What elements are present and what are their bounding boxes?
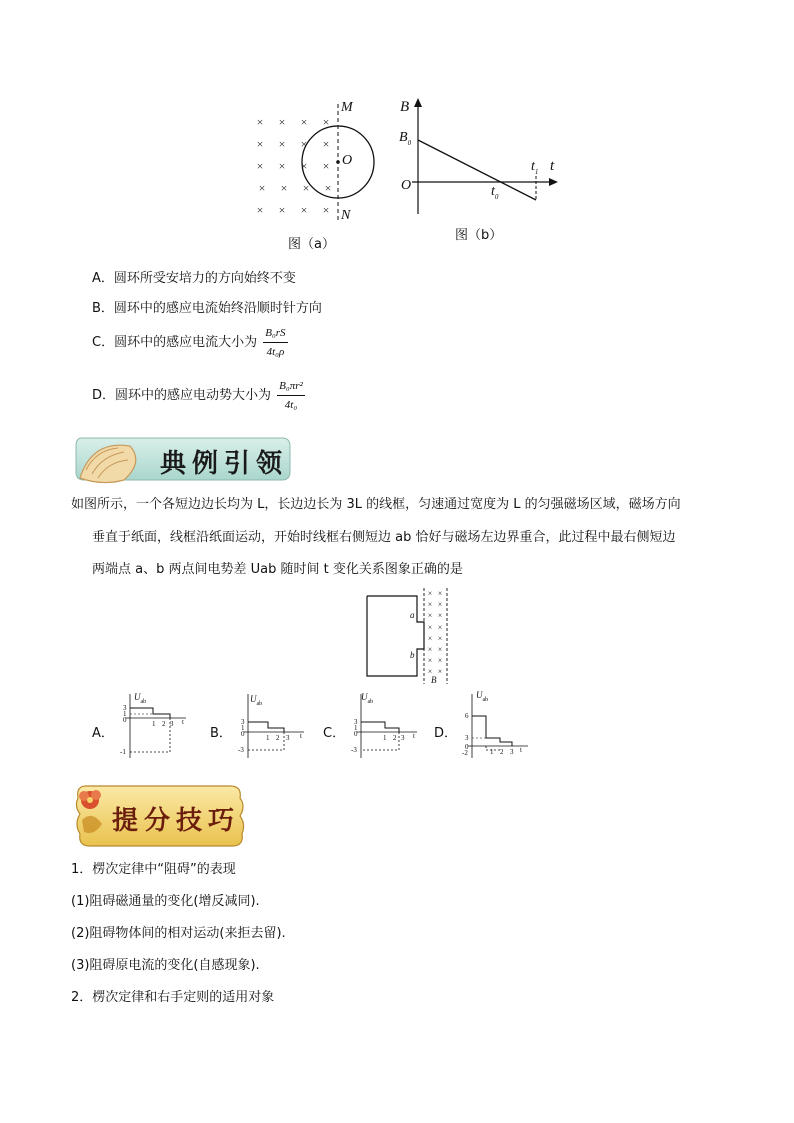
answer-b-letter: B． (210, 726, 232, 741)
svg-text:×: × (322, 137, 330, 151)
frame-field-crosses (428, 589, 443, 676)
caption-b: 图（b） (455, 228, 503, 243)
axis-B: B (400, 99, 410, 115)
label-M: M (341, 100, 353, 115)
svg-text:×: × (427, 600, 433, 609)
answer-d-letter: D． (434, 726, 458, 741)
svg-text:×: × (437, 667, 443, 676)
svg-text:×: × (437, 645, 443, 654)
problem-line-2: 垂直于纸面，线框沿纸面运动，开始时线框右侧短边 ab 恰好与磁场左边界重合，此过程中最右侧短边 (92, 530, 676, 545)
svg-text:×: × (427, 589, 433, 598)
answer-a-letter: A． (92, 726, 114, 741)
svg-text:×: × (256, 137, 264, 151)
option-d: D．圆环中的感应电动势大小为 $\frac{\text{B₀πr²}}{\text{4t₀}}$ (92, 380, 303, 411)
problem-line-1: 如图所示，一个各短边边长均为 L，长边边长为 3L 的线框，匀速通过宽度为 L 的匀强磁场区域，磁场方向 (71, 497, 681, 512)
banner-dianli-title: 典例引领 (160, 449, 289, 479)
label-t0: $t_0$ (491, 184, 499, 201)
tips-heading-1: 1．楞次定律中“阻碍”的表现 (71, 862, 236, 877)
svg-text:×: × (302, 181, 310, 195)
svg-text:×: × (437, 623, 443, 632)
svg-text:×: × (324, 181, 332, 195)
label-origin: O (401, 178, 412, 193)
fraction-c: $\frac{\text{B₀rS}}{\text{4t₀ρ}}$ (265, 327, 286, 358)
svg-text:×: × (300, 159, 308, 173)
svg-text:×: × (256, 159, 264, 173)
frame-label-B: B (431, 675, 437, 685)
fraction-d: $\frac{\text{B₀πr²}}{\text{4t₀}}$ (279, 380, 303, 411)
problem-line-3: 两端点 a、b 两点间电势差 Uab 随时间 t 变化关系图象正确的是 (92, 562, 463, 577)
frame-label-b: b (410, 650, 415, 660)
svg-text:×: × (427, 645, 433, 654)
label-t1: $t_1$ (531, 159, 539, 176)
svg-text:×: × (322, 203, 330, 217)
svg-text:×: × (278, 203, 286, 217)
svg-text:×: × (322, 115, 330, 129)
axis-t: t (550, 158, 555, 174)
caption-a: 图（a） (288, 237, 335, 252)
banner-tifen-title: 提分技巧 (112, 806, 241, 836)
tips-item-3: (3)阻碍原电流的变化(自感现象). (71, 958, 260, 973)
figure-a (248, 96, 388, 246)
svg-text:×: × (437, 600, 443, 609)
svg-text:×: × (427, 667, 433, 676)
svg-text:×: × (300, 115, 308, 129)
svg-text:×: × (300, 203, 308, 217)
svg-text:×: × (256, 203, 264, 217)
option-b: B．圆环中的感应电流始终沿顺时针方向 (92, 301, 322, 316)
b-t-line (418, 140, 539, 200)
svg-text:×: × (322, 159, 330, 173)
label-B0: $B_0$ (399, 130, 412, 147)
label-O: O (342, 153, 353, 168)
wire-frame (367, 596, 424, 676)
svg-text:×: × (427, 611, 433, 620)
svg-text:×: × (278, 159, 286, 173)
cross: × (256, 115, 264, 129)
svg-text:×: × (427, 634, 433, 643)
tips-item-2: (2)阻碍物体间的相对运动(来拒去留). (71, 926, 286, 941)
label-N: N (341, 208, 351, 223)
svg-text:×: × (427, 623, 433, 632)
frame-figure (360, 584, 470, 688)
svg-text:×: × (437, 656, 443, 665)
figure-b (394, 96, 564, 226)
svg-text:×: × (300, 137, 308, 151)
svg-text:×: × (278, 115, 286, 129)
answer-c-letter: C． (323, 726, 346, 741)
svg-text:×: × (280, 181, 288, 195)
tips-item-1: (1)阻碍磁通量的变化(增反减同). (71, 894, 260, 909)
svg-text:×: × (437, 611, 443, 620)
svg-text:×: × (278, 137, 286, 151)
option-a: A．圆环所受安培力的方向始终不变 (92, 271, 296, 286)
svg-text:×: × (437, 589, 443, 598)
svg-text:×: × (258, 181, 266, 195)
svg-text:×: × (427, 656, 433, 665)
tips-heading-2: 2．楞次定律和右手定则的适用对象 (71, 990, 275, 1005)
center-dot (336, 160, 340, 164)
option-c: C．圆环中的感应电流大小为 $\frac{\text{B₀rS}}{\text{4t₀ρ}}$ (92, 327, 286, 358)
frame-label-a: a (410, 610, 415, 620)
svg-text:×: × (437, 634, 443, 643)
